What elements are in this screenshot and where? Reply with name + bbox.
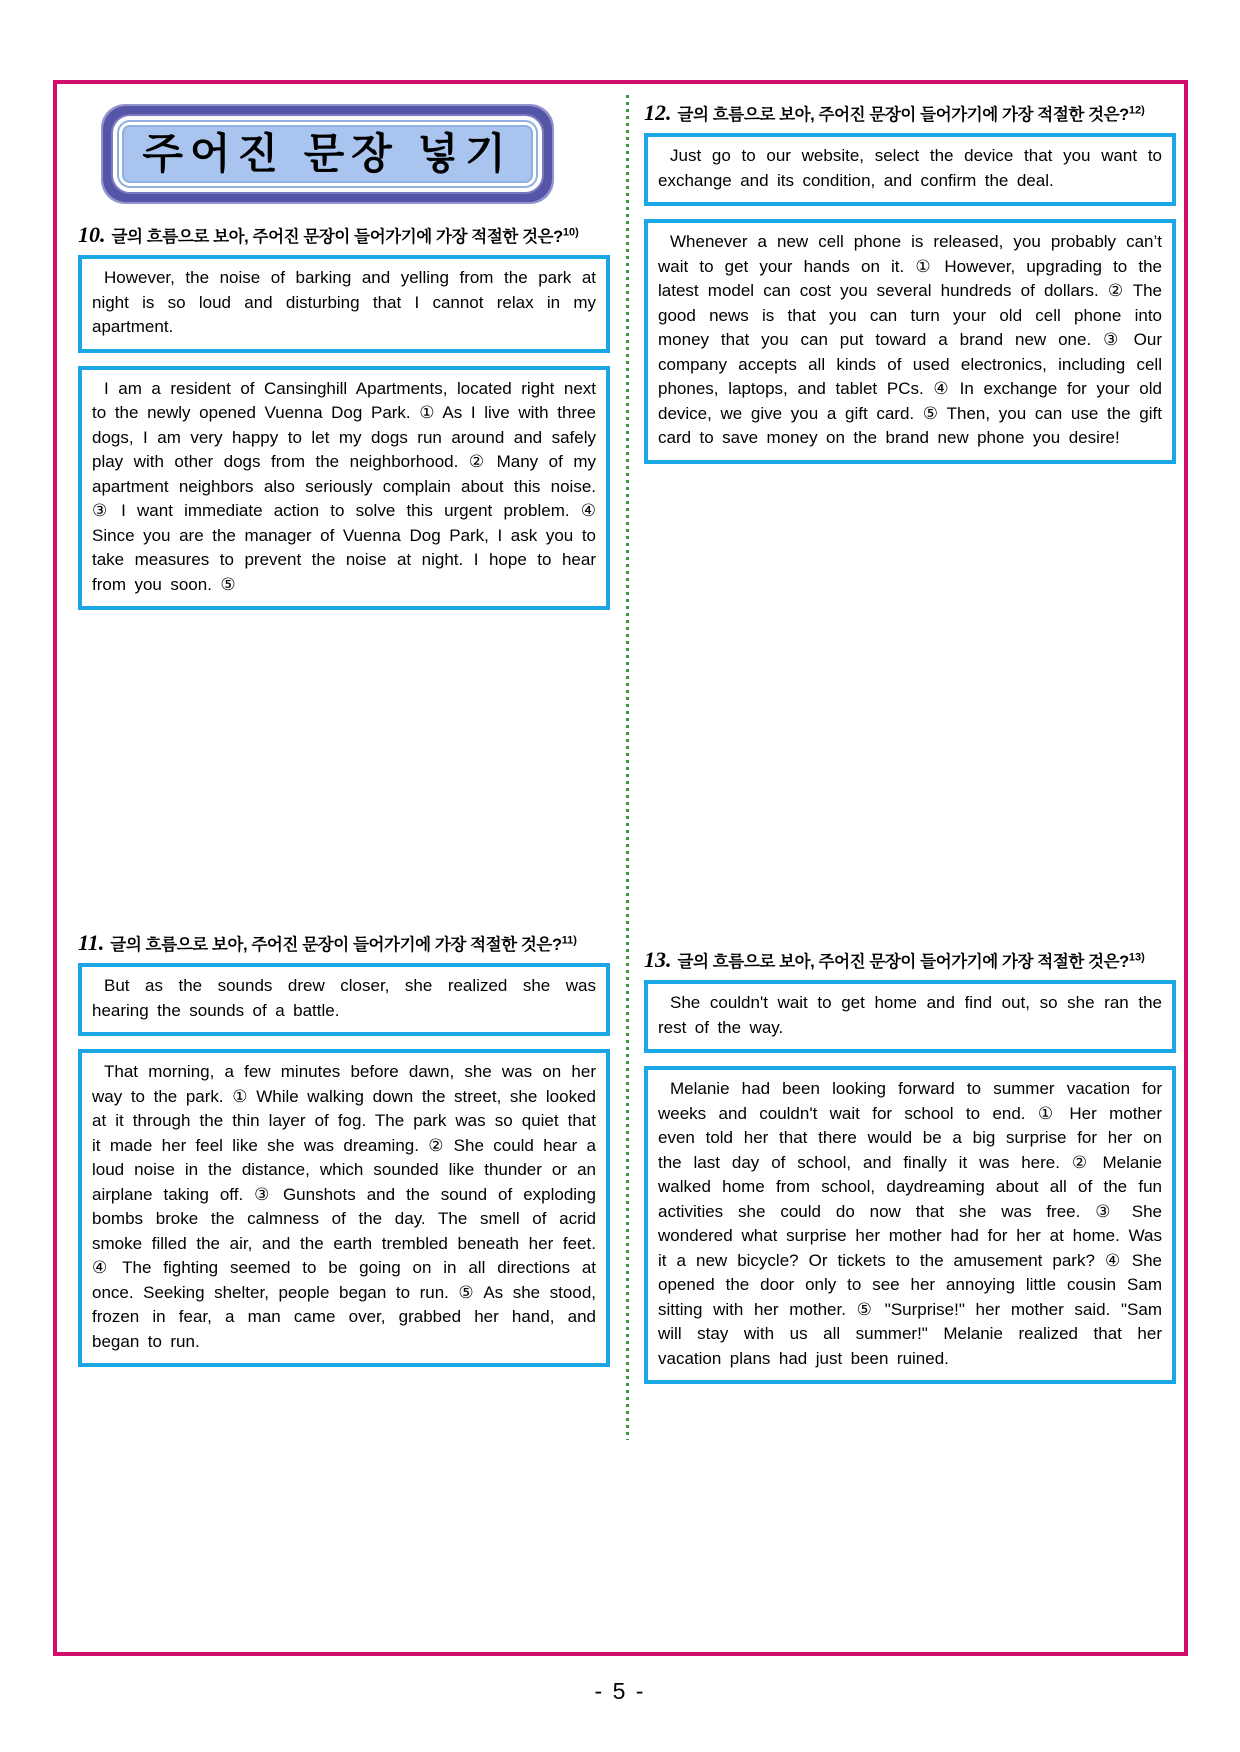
question-12-passage-box: Whenever a new cell phone is released, you probably can’t wait to get your hands on it. ① However, upgrading to the latest model can cost you several hundreds of dollars. ② The good news is that you can turn your old cell phone into money that you can put toward a brand new one. ③ Our company accepts all kinds of used electronics, including cell phones, laptops, and tablet PCs. ④ In exchange for your old device, we give you a gift card. ⑤ Then, you can use the gift card to save money on the brand new phone you desire!	[644, 219, 1176, 464]
question-13-prompt: 글의 흐름으로 보아, 주어진 문장이 들어가기에 가장 적절한 것은?	[677, 953, 1129, 971]
question-10	[78, 222, 610, 610]
question-11-prompt: 글의 흐름으로 보아, 주어진 문장이 들어가기에 가장 적절한 것은?	[110, 936, 562, 954]
question-10-number: 10.	[78, 222, 106, 247]
page-number: - 5 -	[594, 1678, 646, 1704]
question-10-passage-box: I am a resident of Cansinghill Apartments, located right next to the newly opened Vuenna Dog Park. ① As I live with three dogs, I am very happy to let my dogs run around and safely play with other dogs from the neighborhood. ② Many of my apartment neighbors also seriously complain about this noise. ③ I want immediate action to solve this urgent problem. ④ Since you are the manager of Vuenna Dog Park, I ask you to take measures to prevent the noise at night. I hope to hear from you soon. ⑤	[78, 366, 610, 611]
section-title-box	[100, 103, 555, 205]
question-11-passage-box: That morning, a few minutes before dawn, she was on her way to the park. ① While walking down the street, she looked at it through the thin layer of fog. The park was so quiet that it made her feel like she was dreaming. ② She could hear a loud noise in the distance, which sounded like thunder or an airplane taking off. ③ Gunshots and the sound of exploding bombs broke the calmness of the day. The smell of acrid smoke filled the air, and the earth trembled beneath her feet. ④ The fighting seemed to be going on in all directions at once. Seeking shelter, people began to run. ⑤ As she stood, frozen in fear, a man came over, grabbed her hand, and began to run.	[78, 1049, 610, 1367]
question-12-footnote-marker: 12)	[1128, 104, 1145, 117]
question-13-number: 13.	[644, 947, 672, 972]
section-title: 주어진 문장 넣기	[142, 130, 513, 177]
question-10-footnote-marker: 10)	[562, 226, 579, 239]
section-title-inner-panel	[122, 125, 533, 183]
question-13-passage-box: Melanie had been looking forward to summer vacation for weeks and couldn't wait for school to end. ① Her mother even told her that there would be a big surprise for her on the last day of school, and finally it was here. ② Melanie walked home from school, daydreaming about all of the fun activities she could do now that she was free. ③ She wondered what surprise her mother had for her at home. Was it a new bicycle? Or tickets to the amusement park? ④ She opened the door only to see her annoying little cousin Sam sitting with her mother. ⑤ "Surprise!" her mother said. "Sam will stay with us all summer!" Melanie realized that her vacation plans had just been ruined.	[644, 1066, 1176, 1384]
question-13-header	[644, 947, 1176, 973]
question-13	[644, 947, 1176, 1384]
question-10-prompt: 글의 흐름으로 보아, 주어진 문장이 들어가기에 가장 적절한 것은?	[111, 228, 563, 246]
question-13-footnote-marker: 13)	[1128, 951, 1145, 964]
question-12-prompt: 글의 흐름으로 보아, 주어진 문장이 들어가기에 가장 적절한 것은?	[677, 106, 1129, 124]
column-divider-dotted-line	[626, 95, 629, 1440]
question-12-header	[644, 100, 1176, 126]
question-12-number: 12.	[644, 100, 672, 125]
question-11	[78, 930, 610, 1367]
question-12-given-sentence-box: Just go to our website, select the device that you want to exchange and its condition, and confirm the deal.	[644, 133, 1176, 206]
question-11-footnote-marker: 11)	[561, 934, 577, 947]
question-10-header	[78, 222, 610, 248]
question-10-given-sentence-box: However, the noise of barking and yelling from the park at night is so loud and disturbing that I cannot relax in my apartment.	[78, 255, 610, 353]
question-11-header	[78, 930, 610, 956]
question-13-given-sentence-box: She couldn't wait to get home and find out, so she ran the rest of the way.	[644, 980, 1176, 1053]
question-12	[644, 100, 1176, 464]
question-11-number: 11.	[78, 930, 105, 955]
question-11-given-sentence-box: But as the sounds drew closer, she realized she was hearing the sounds of a battle.	[78, 963, 610, 1036]
